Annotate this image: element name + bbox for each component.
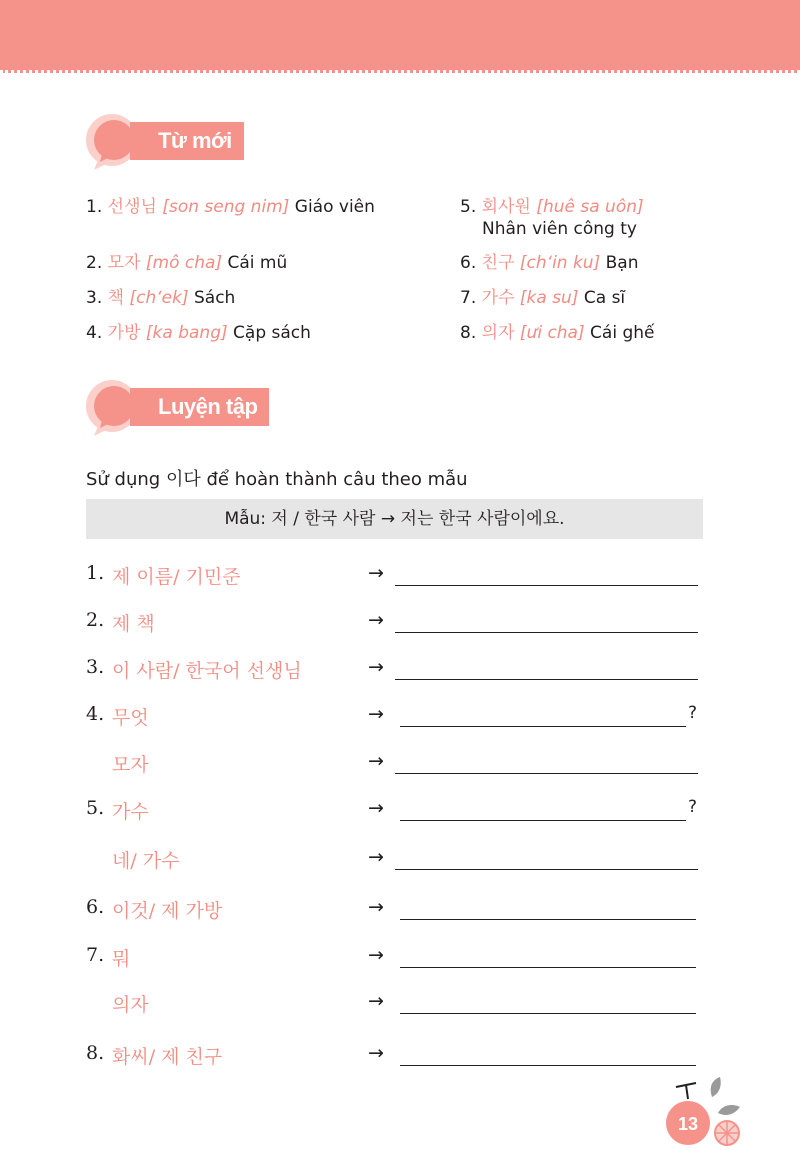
- arrow-icon: →: [368, 990, 384, 1012]
- exercise-row: [0, 1042, 800, 1072]
- stem-icon: [676, 1083, 696, 1099]
- exercise-prompt: 의자: [112, 994, 149, 1016]
- exercise-prompt: 이 사람/ 한국어 선생님: [112, 660, 302, 682]
- vocab-item: 8. 의자 [ưi cha] Cái ghế: [460, 323, 655, 343]
- page-number-fruit: [662, 1075, 752, 1150]
- exercise-row: [0, 562, 800, 592]
- vocab-item: 1. 선생님 [son seng nim] Giáo viên: [86, 197, 375, 217]
- arrow-icon: →: [368, 846, 384, 868]
- arrow-icon: →: [368, 797, 384, 819]
- exercise-row: [0, 609, 800, 639]
- exercise-row: [0, 656, 800, 686]
- answer-line[interactable]: [395, 632, 698, 633]
- arrow-icon: →: [368, 656, 384, 678]
- vocab-item: 7. 가수 [ka su] Ca sĩ: [460, 288, 626, 308]
- answer-line[interactable]: [400, 919, 696, 920]
- section-title: Từ mới: [130, 122, 244, 160]
- exercise-row: [0, 750, 800, 780]
- question-mark: ?: [688, 703, 698, 723]
- exercise-row: [0, 944, 800, 974]
- exercise-row: [0, 896, 800, 926]
- answer-line[interactable]: [400, 726, 686, 727]
- exercise-prompt: 무엇: [112, 707, 149, 729]
- arrow-icon: →: [368, 609, 384, 631]
- arrow-icon: →: [368, 944, 384, 966]
- vocab-item: 2. 모자 [mô cha] Cái mũ: [86, 253, 288, 273]
- exercise-number: 2.: [86, 609, 105, 631]
- exercise-prompt: 뭐: [112, 948, 131, 970]
- section-header-practice: [84, 378, 284, 438]
- vocab-item: 3. 책 [ch‘ek] Sách: [86, 288, 236, 308]
- exercise-number: 8.: [86, 1042, 105, 1064]
- exercise-prompt: 화씨/ 제 친구: [112, 1046, 223, 1068]
- exercise-prompt: 제 이름/ 기민준: [112, 566, 241, 588]
- vocab-item: 6. 친구 [ch‘in ku] Bạn: [460, 253, 639, 273]
- exercise-row: [0, 797, 800, 827]
- vocab-item: 4. 가방 [ka bang] Cặp sách: [86, 323, 311, 343]
- exercise-number: 4.: [86, 703, 105, 725]
- answer-line[interactable]: [400, 1013, 696, 1014]
- exercise-number: 3.: [86, 656, 105, 678]
- answer-line[interactable]: [400, 820, 686, 821]
- fruit-slice-icon: [715, 1121, 739, 1145]
- exercise-prompt: 모자: [112, 754, 149, 776]
- exercise-number: 5.: [86, 797, 105, 819]
- question-mark: ?: [688, 797, 698, 817]
- top-banner: [0, 0, 800, 73]
- exercise-row: [0, 846, 800, 876]
- example-box: Mẫu: 저 / 한국 사람 → 저는 한국 사람이에요.: [86, 499, 703, 539]
- exercise-prompt: 네/ 가수: [112, 850, 180, 872]
- arrow-icon: →: [368, 750, 384, 772]
- exercise-prompt: 제 책: [112, 613, 155, 635]
- arrow-icon: →: [368, 562, 384, 584]
- arrow-icon: →: [368, 1042, 384, 1064]
- exercise-prompt: 가수: [112, 801, 149, 823]
- leaf-icon: [711, 1077, 740, 1115]
- exercise-number: 7.: [86, 944, 105, 966]
- exercise-number: 1.: [86, 562, 105, 584]
- answer-line[interactable]: [395, 773, 698, 774]
- page-number: 13: [677, 1114, 699, 1134]
- answer-line[interactable]: [395, 679, 698, 680]
- answer-line[interactable]: [395, 585, 698, 586]
- section-title: Luyện tập: [130, 388, 269, 426]
- instruction-text: Sử dụng 이다 để hoàn thành câu theo mẫu: [86, 469, 468, 490]
- vocab-item: 5. 회사원 [huê sa uôn] Nhân viên công ty: [460, 197, 644, 239]
- answer-line[interactable]: [395, 869, 698, 870]
- answer-line[interactable]: [400, 967, 696, 968]
- exercise-prompt: 이것/ 제 가방: [112, 900, 223, 922]
- exercise-row: [0, 703, 800, 733]
- answer-line[interactable]: [400, 1065, 696, 1066]
- exercise-row: [0, 990, 800, 1020]
- section-header-new-words: [84, 112, 284, 172]
- arrow-icon: →: [368, 896, 384, 918]
- exercise-number: 6.: [86, 896, 105, 918]
- arrow-icon: →: [368, 703, 384, 725]
